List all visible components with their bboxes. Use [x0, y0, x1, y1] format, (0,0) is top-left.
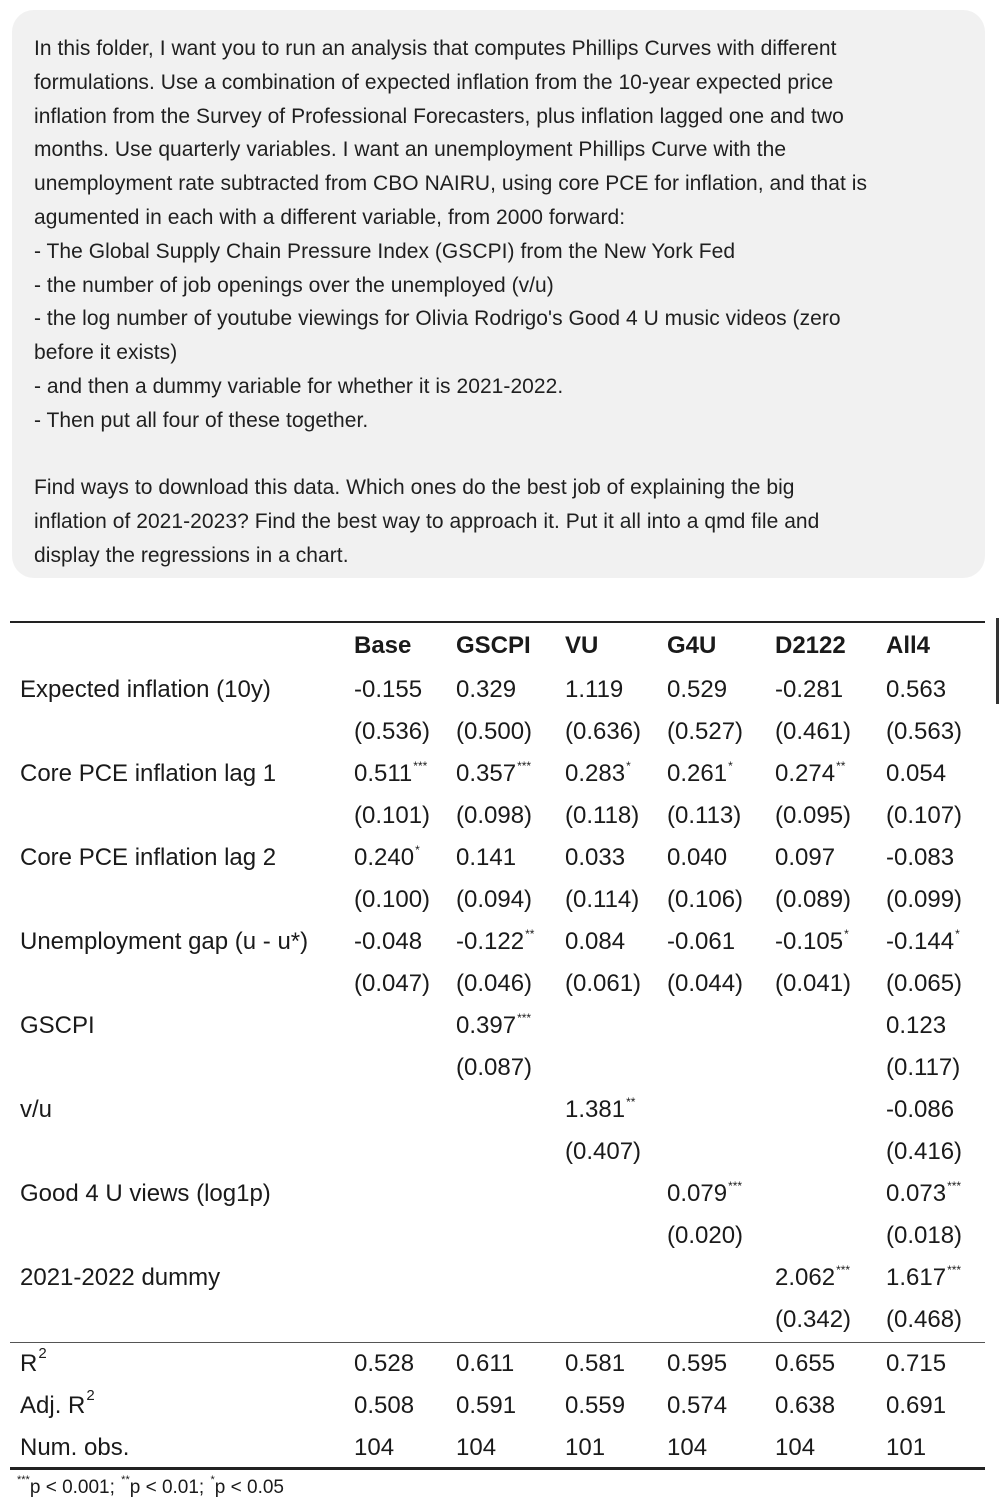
- std-error-cell-text: (0.087): [456, 1054, 533, 1081]
- row-label-text: GSCPI: [20, 1012, 95, 1039]
- superscript-two: 2: [86, 1387, 95, 1404]
- std-error-cell-text: (0.044): [667, 970, 744, 997]
- significance-stars: **: [626, 1095, 636, 1109]
- prompt-line: months. Use quarterly variables. I want an unemployment Phillips Curve with the: [34, 138, 787, 162]
- std-error-cell: [886, 969, 962, 999]
- std-error-cell-text: (0.047): [354, 970, 431, 997]
- stat-value: [565, 1349, 625, 1379]
- prompt-line: In this folder, I want you to run an analysis that computes Phillips Curves with different: [34, 37, 837, 60]
- std-error-cell: [886, 1137, 962, 1167]
- coefficient-cell-text: 0.529: [667, 676, 728, 703]
- prompt-text: [34, 32, 963, 573]
- coefficient-cell-text: -0.048: [354, 928, 423, 955]
- std-error-cell-text: (0.018): [886, 1222, 963, 1249]
- row-label: [20, 1095, 52, 1125]
- prompt-line: - the log number of youtube viewings for Olivia Rodrigo's Good 4 U music videos (zero: [34, 307, 841, 331]
- prompt-line: formulations. Use a combination of expected inflation from the 10-year expected price: [34, 70, 834, 94]
- stat-value-text: 0.581: [565, 1350, 626, 1377]
- row-label: [20, 927, 308, 957]
- prompt-line: Find ways to download this data. Which ones do the best job of explaining the big: [34, 476, 795, 500]
- std-error-cell-text: (0.099): [886, 886, 963, 913]
- stat-value: [667, 1391, 727, 1421]
- coefficient-cell: [456, 1011, 531, 1041]
- regression-table: [10, 620, 985, 1507]
- footnote-text: p < 0.01;: [129, 1477, 210, 1498]
- stat-value-text: 0.691: [886, 1392, 947, 1419]
- std-error-cell: [565, 1137, 641, 1167]
- stat-value: [354, 1391, 414, 1421]
- std-error-cell-text: (0.500): [456, 718, 533, 745]
- std-error-cell-text: (0.536): [354, 718, 431, 745]
- coefficient-cell: [886, 843, 954, 873]
- prompt-line: - and then a dummy variable for whether it is 2021-2022.: [34, 374, 564, 398]
- std-error-cell: [667, 885, 743, 915]
- footnote-text: p < 0.05: [214, 1477, 284, 1498]
- std-error-cell-text: (0.106): [667, 886, 744, 913]
- row-label: [20, 843, 276, 873]
- column-header-text: G4U: [667, 632, 717, 659]
- coefficient-cell-text: 0.084: [565, 928, 626, 955]
- std-error-cell: [456, 1053, 532, 1083]
- coefficient-cell-text: -0.144: [886, 928, 955, 955]
- coefficient-cell-text: 0.511: [354, 760, 413, 787]
- prompt-line: - The Global Supply Chain Pressure Index (GSCPI) from the New York Fed: [34, 239, 736, 263]
- prompt-line: unemployment rate subtracted from CBO NAIRU, using core PCE for inflation, and that is: [34, 172, 867, 196]
- stat-value: [456, 1433, 496, 1463]
- coefficient-cell: [667, 675, 727, 705]
- coefficient-cell-text: 0.079: [667, 1180, 728, 1207]
- std-error-cell: [456, 885, 532, 915]
- coefficient-cell: [354, 759, 427, 789]
- column-header-text: VU: [565, 632, 599, 659]
- coefficient-cell-text: 0.274: [775, 760, 836, 787]
- std-error-cell: [354, 717, 430, 747]
- coefficient-cell: [667, 927, 735, 957]
- stat-value-text: 101: [565, 1434, 606, 1461]
- stat-value-text: 104: [354, 1434, 395, 1461]
- coefficient-cell-text: 0.329: [456, 676, 517, 703]
- footnote-stars: *: [210, 1473, 215, 1486]
- row-label: [20, 1263, 220, 1293]
- coefficient-cell-text: -0.086: [886, 1096, 955, 1123]
- coefficient-cell-text: 2.062: [775, 1264, 836, 1291]
- row-label: [20, 759, 276, 789]
- row-label: [20, 1179, 271, 1209]
- coefficient-cell: [565, 1095, 635, 1125]
- coefficient-cell-text: 0.563: [886, 676, 947, 703]
- significance-stars: ***: [947, 1179, 962, 1193]
- coefficient-cell: [456, 843, 516, 873]
- std-error-cell: [354, 885, 430, 915]
- coefficient-cell: [775, 843, 835, 873]
- stat-value: [886, 1349, 946, 1379]
- std-error-cell-text: (0.114): [565, 886, 640, 913]
- row-label: [20, 675, 271, 705]
- coefficient-cell: [886, 927, 960, 957]
- significance-stars: **: [836, 759, 846, 773]
- std-error-cell: [886, 1053, 960, 1083]
- coefficient-cell-text: -0.281: [775, 676, 844, 703]
- row-label-text: v/u: [20, 1096, 53, 1123]
- coefficient-cell-text: -0.061: [667, 928, 736, 955]
- std-error-cell: [775, 801, 851, 831]
- std-error-cell: [886, 885, 962, 915]
- stat-value-text: 0.508: [354, 1392, 415, 1419]
- column-header: [886, 631, 930, 661]
- coefficient-cell-text: 0.240: [354, 844, 415, 871]
- std-error-cell: [565, 885, 639, 915]
- std-error-cell: [565, 717, 641, 747]
- prompt-line: inflation from the Survey of Professional Forecasters, plus inflation lagged one and two: [34, 104, 844, 128]
- column-header-text: All4: [886, 632, 931, 659]
- footnote-stars: **: [121, 1473, 130, 1486]
- stat-value-text: 0.595: [667, 1350, 728, 1377]
- std-error-cell: [886, 1221, 962, 1251]
- superscript-two: 2: [38, 1345, 47, 1362]
- prompt-line: agumented in each with a different variable, from 2000 forward:: [34, 205, 626, 229]
- prompt-line: inflation of 2021-2023? Find the best way to approach it. Put it all into a qmd file and: [34, 510, 820, 534]
- std-error-cell: [354, 969, 430, 999]
- stat-value-text: 0.591: [456, 1392, 517, 1419]
- stat-value: [775, 1433, 815, 1463]
- coefficient-cell: [354, 927, 422, 957]
- std-error-cell-text: (0.117): [886, 1054, 961, 1081]
- coefficient-cell: [565, 927, 625, 957]
- coefficient-cell-text: -0.122: [456, 928, 525, 955]
- coefficient-cell-text: 0.097: [775, 844, 836, 871]
- coefficient-cell: [565, 759, 631, 789]
- stat-value: [456, 1349, 514, 1379]
- coefficient-cell: [886, 1095, 954, 1125]
- coefficient-cell-text: 0.357: [456, 760, 517, 787]
- coefficient-cell: [565, 843, 625, 873]
- coefficient-cell: [667, 759, 733, 789]
- coefficient-cell: [667, 843, 727, 873]
- std-error-cell: [775, 885, 851, 915]
- column-header-text: GSCPI: [456, 632, 531, 659]
- stat-label: [20, 1387, 95, 1421]
- std-error-cell: [565, 969, 641, 999]
- column-header: [775, 631, 846, 661]
- std-error-cell-text: (0.461): [775, 718, 852, 745]
- std-error-cell-text: (0.118): [565, 802, 640, 829]
- std-error-cell: [354, 801, 430, 831]
- footnote-text: p < 0.001;: [29, 1477, 121, 1498]
- table-top-rule: [10, 621, 985, 623]
- stat-label: [20, 1433, 129, 1463]
- std-error-cell: [775, 1305, 851, 1335]
- stat-value: [565, 1391, 625, 1421]
- stat-label-text: Adj. R: [20, 1392, 86, 1419]
- coefficient-cell: [456, 675, 516, 705]
- prompt-line: display the regressions in a chart.: [34, 543, 349, 567]
- significance-stars: ***: [517, 1011, 532, 1025]
- column-header: [456, 631, 531, 661]
- stat-value-text: 0.528: [354, 1350, 415, 1377]
- significance-stars: *: [415, 843, 420, 857]
- stat-label-text: R: [20, 1350, 38, 1377]
- coefficient-cell-text: 0.261: [667, 760, 728, 787]
- std-error-cell: [775, 969, 851, 999]
- stat-value: [456, 1391, 516, 1421]
- coefficient-cell-text: -0.083: [886, 844, 955, 871]
- coefficient-cell: [775, 759, 845, 789]
- coefficient-cell: [886, 1011, 946, 1041]
- column-header: [565, 631, 598, 661]
- significance-stars: *: [844, 927, 849, 941]
- significance-footnote: [16, 1475, 284, 1501]
- std-error-cell: [456, 969, 532, 999]
- coefficient-cell: [886, 1179, 961, 1209]
- coefficient-cell-text: 1.119: [565, 676, 624, 703]
- std-error-cell-text: (0.563): [886, 718, 963, 745]
- std-error-cell-text: (0.098): [456, 802, 533, 829]
- stat-value: [775, 1391, 835, 1421]
- std-error-cell-text: (0.041): [775, 970, 852, 997]
- significance-stars: *: [728, 759, 733, 773]
- std-error-cell-text: (0.061): [565, 970, 642, 997]
- coefficient-cell-text: 0.141: [456, 844, 517, 871]
- stat-value: [354, 1349, 414, 1379]
- std-error-cell-text: (0.094): [456, 886, 533, 913]
- coefficient-cell-text: 0.033: [565, 844, 626, 871]
- coefficient-cell-text: 1.381: [565, 1096, 626, 1123]
- scrollbar-thumb[interactable]: [996, 618, 999, 704]
- coefficient-cell: [886, 675, 946, 705]
- std-error-cell-text: (0.468): [886, 1306, 963, 1333]
- std-error-cell-text: (0.020): [667, 1222, 744, 1249]
- coefficient-cell: [354, 843, 420, 873]
- significance-stars: *: [626, 759, 631, 773]
- stat-value-text: 0.638: [775, 1392, 836, 1419]
- coefficient-cell: [886, 1263, 961, 1293]
- coefficient-cell: [565, 675, 623, 705]
- stat-value-text: 0.559: [565, 1392, 626, 1419]
- std-error-cell-text: (0.089): [775, 886, 852, 913]
- stat-value-text: 104: [667, 1434, 708, 1461]
- stat-value: [775, 1349, 835, 1379]
- std-error-cell-text: (0.113): [667, 802, 742, 829]
- column-header: [354, 631, 411, 661]
- coefficient-cell-text: 0.040: [667, 844, 728, 871]
- std-error-cell: [667, 969, 743, 999]
- std-error-cell-text: (0.416): [886, 1138, 963, 1165]
- stat-value-text: 104: [456, 1434, 497, 1461]
- table-bottom-rule: [10, 1467, 985, 1470]
- coefficient-cell: [456, 927, 534, 957]
- coefficient-cell-text: 0.054: [886, 760, 947, 787]
- coefficient-cell: [354, 675, 422, 705]
- std-error-cell: [886, 801, 962, 831]
- std-error-cell: [565, 801, 639, 831]
- std-error-cell-text: (0.100): [354, 886, 431, 913]
- std-error-cell: [667, 1221, 743, 1251]
- prompt-line: - the number of job openings over the unemployed (v/u): [34, 273, 554, 297]
- stat-value: [667, 1349, 727, 1379]
- coefficient-cell: [775, 927, 849, 957]
- coefficient-cell: [775, 675, 843, 705]
- coefficient-cell-text: -0.105: [775, 928, 844, 955]
- coefficient-cell: [886, 759, 946, 789]
- row-label-text: Core PCE inflation lag 2: [20, 844, 277, 871]
- significance-stars: ***: [947, 1263, 962, 1277]
- std-error-cell-text: (0.065): [886, 970, 963, 997]
- row-label-text: Good 4 U views (log1p): [20, 1180, 271, 1207]
- coefficient-cell-text: 1.617: [886, 1264, 947, 1291]
- std-error-cell: [775, 717, 851, 747]
- coefficient-cell-text: -0.155: [354, 676, 423, 703]
- column-header-text: D2122: [775, 632, 846, 659]
- std-error-cell-text: (0.407): [565, 1138, 642, 1165]
- stat-value: [886, 1391, 946, 1421]
- significance-stars: *: [955, 927, 960, 941]
- std-error-cell: [667, 717, 743, 747]
- significance-stars: ***: [836, 1263, 851, 1277]
- coefficient-cell: [456, 759, 531, 789]
- footnote-stars: ***: [17, 1473, 30, 1486]
- std-error-cell-text: (0.095): [775, 802, 852, 829]
- significance-stars: ***: [517, 759, 532, 773]
- stat-value-text: 101: [886, 1434, 927, 1461]
- table-mid-rule: [10, 1342, 985, 1343]
- coefficient-cell-text: 0.283: [565, 760, 626, 787]
- row-label-text: Core PCE inflation lag 1: [20, 760, 277, 787]
- std-error-cell-text: (0.101): [354, 802, 431, 829]
- stat-value: [565, 1433, 605, 1463]
- std-error-cell: [456, 801, 532, 831]
- row-label-text: Unemployment gap (u - u*): [20, 928, 309, 955]
- significance-stars: **: [525, 927, 535, 941]
- significance-stars: ***: [728, 1179, 743, 1193]
- row-label-text: Expected inflation (10y): [20, 676, 271, 703]
- coefficient-cell: [775, 1263, 850, 1293]
- stat-value: [354, 1433, 394, 1463]
- stat-value: [886, 1433, 926, 1463]
- stat-value-text: 0.655: [775, 1350, 836, 1377]
- coefficient-cell: [667, 1179, 742, 1209]
- stat-value-text: 0.574: [667, 1392, 728, 1419]
- row-label: [20, 1011, 95, 1041]
- stat-label: [20, 1345, 47, 1379]
- stat-value: [667, 1433, 707, 1463]
- prompt-line: before it exists): [34, 341, 178, 365]
- std-error-cell-text: (0.527): [667, 718, 744, 745]
- prompt-line: - Then put all four of these together.: [34, 408, 369, 432]
- std-error-cell: [886, 717, 962, 747]
- stat-value-text: 104: [775, 1434, 816, 1461]
- stat-value-text: 0.715: [886, 1350, 947, 1377]
- std-error-cell: [667, 801, 741, 831]
- coefficient-cell-text: 0.123: [886, 1012, 947, 1039]
- std-error-cell-text: (0.342): [775, 1306, 852, 1333]
- coefficient-cell-text: 0.073: [886, 1180, 947, 1207]
- significance-stars: ***: [413, 759, 428, 773]
- std-error-cell-text: (0.636): [565, 718, 642, 745]
- row-label-text: 2021-2022 dummy: [20, 1264, 221, 1291]
- prompt-blank-line: [34, 438, 963, 472]
- column-header-text: Base: [354, 632, 412, 659]
- user-prompt-bubble: [12, 10, 985, 578]
- stat-value-text: 0.611: [456, 1350, 515, 1377]
- std-error-cell: [456, 717, 532, 747]
- std-error-cell: [886, 1305, 962, 1335]
- std-error-cell-text: (0.107): [886, 802, 963, 829]
- coefficient-cell-text: 0.397: [456, 1012, 517, 1039]
- column-header: [667, 631, 716, 661]
- std-error-cell-text: (0.046): [456, 970, 533, 997]
- stat-label-text: Num. obs.: [20, 1434, 130, 1461]
